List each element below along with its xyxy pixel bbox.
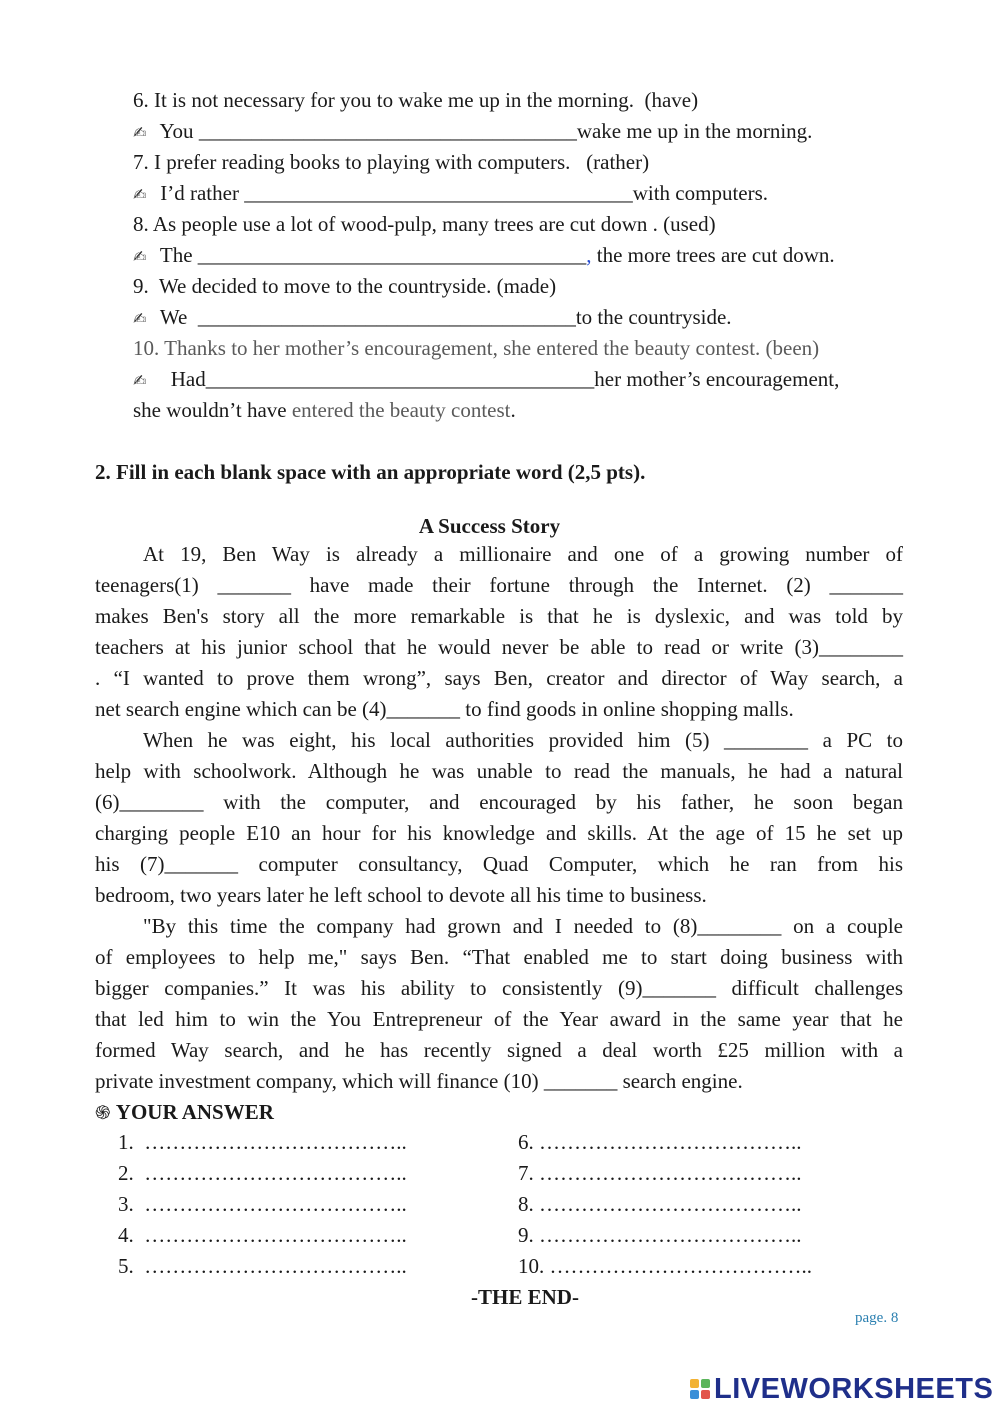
passage-title: A Success Story	[418, 514, 561, 538]
answer-line-9[interactable]: ✍ We ____________________________________to the countryside.	[133, 302, 732, 334]
passage-line: At 19, Ben Way is already a millionaire and one of a growing number of	[143, 542, 903, 566]
pencil-icon: ✍	[133, 371, 147, 390]
your-answer-heading: ֍ YOUR ANSWER	[95, 1100, 274, 1124]
passage-line: "By this time the company had grown and I needed to (8)________ on a couple	[143, 914, 903, 938]
answer-item-6[interactable]: 6. ………………………………..	[518, 1130, 802, 1154]
passage-line: net search engine which can be (4)_______ to find goods in online shopping malls.	[95, 697, 794, 721]
answer-line-7[interactable]: ✍ I’d rather _____________________________________with computers.	[133, 178, 768, 210]
answer-item-5[interactable]: 5. ………………………………..	[118, 1254, 407, 1278]
pencil-icon: ✍	[133, 185, 147, 204]
answer-line-6[interactable]: ✍ You ____________________________________wake me up in the morning.	[133, 116, 812, 148]
pencil-icon: ✍	[133, 247, 147, 266]
page-number: page. 8	[855, 1310, 899, 1326]
question-8: 8. As people use a lot of wood-pulp, many trees are cut down . (used)	[133, 212, 716, 236]
question-7: 7. I prefer reading books to playing with computers. (rather)	[133, 150, 650, 174]
passage-line: formed Way search, and he has recently signed a deal worth £25 million with a	[95, 1038, 903, 1062]
passage-line: bedroom, two years later he left school to devote all his time to business.	[95, 883, 707, 907]
passage-line: . “I wanted to prove them wrong”, says Ben, creator and director of Way search, a	[95, 666, 903, 690]
answer-item-3[interactable]: 3. ………………………………..	[118, 1192, 407, 1216]
pencil-icon: ✍	[133, 123, 147, 142]
passage-line: private investment company, which will finance (10) _______ search engine.	[95, 1069, 743, 1093]
swirl-icon: ֍	[95, 1102, 111, 1124]
question-6: 6. It is not necessary for you to wake me up in the morning. (have)	[133, 88, 699, 112]
passage-line: (6)________ with the computer, and encouraged by his father, he soon began	[95, 790, 903, 814]
passage-line: When he was eight, his local authorities provided him (5) ________ a PC to	[143, 728, 903, 752]
section-2-heading: 2. Fill in each blank space with an appropriate word (2,5 pts).	[95, 460, 646, 484]
passage-line: that led him to win the You Entrepreneur of the Year award in the same year that he	[95, 1007, 903, 1031]
passage-line: his (7)_______ computer consultancy, Quad Computer, which he ran from his	[95, 852, 903, 876]
question-9: 9. We decided to move to the countryside. (made)	[133, 274, 557, 298]
passage-line: bigger companies.” It was his ability to consistently (9)_______ difficult challenges	[95, 976, 903, 1000]
answer-item-7[interactable]: 7. ………………………………..	[518, 1161, 802, 1185]
liveworksheets-logo[interactable]	[690, 1372, 993, 1406]
passage-line: charging people E10 an hour for his knowledge and skills. At the age of 15 he set up	[95, 821, 903, 845]
passage-line: help with schoolwork. Although he was unable to read the manuals, he had a natural	[95, 759, 903, 783]
the-end: -THE END-	[471, 1285, 579, 1309]
pencil-icon: ✍	[133, 309, 147, 328]
answer-line-10-continuation: she wouldn’t have entered the beauty contest.	[133, 398, 516, 422]
passage-line: of employees to help me," says Ben. “That enabled me to start doing business with	[95, 945, 903, 969]
answer-item-10[interactable]: 10. ………………………………..	[518, 1254, 812, 1278]
passage-line: teenagers(1) _______ have made their fortune through the Internet. (2) _______	[95, 573, 903, 597]
answer-item-4[interactable]: 4. ………………………………..	[118, 1223, 407, 1247]
answer-item-2[interactable]: 2. ………………………………..	[118, 1161, 407, 1185]
logo-text: LIVEWORKSHEETS	[714, 1372, 994, 1405]
answer-line-10[interactable]: ✍ Had_____________________________________her mother’s encouragement,	[133, 364, 839, 396]
question-10: 10. Thanks to her mother’s encouragement, she entered the beauty contest. (been)	[133, 336, 820, 360]
answer-item-9[interactable]: 9. ………………………………..	[518, 1223, 802, 1247]
passage-line: teachers at his junior school that he would never be able to read or write (3)________	[95, 635, 903, 659]
answer-item-1[interactable]: 1. ………………………………..	[118, 1130, 407, 1154]
answer-line-8[interactable]: ✍ The _____________________________________, the more trees are cut down.	[133, 240, 835, 272]
answer-item-8[interactable]: 8. ………………………………..	[518, 1192, 802, 1216]
passage-line: makes Ben's story all the more remarkable is that he is dyslexic, and was told by	[95, 604, 903, 628]
logo-mark-icon	[690, 1379, 710, 1399]
